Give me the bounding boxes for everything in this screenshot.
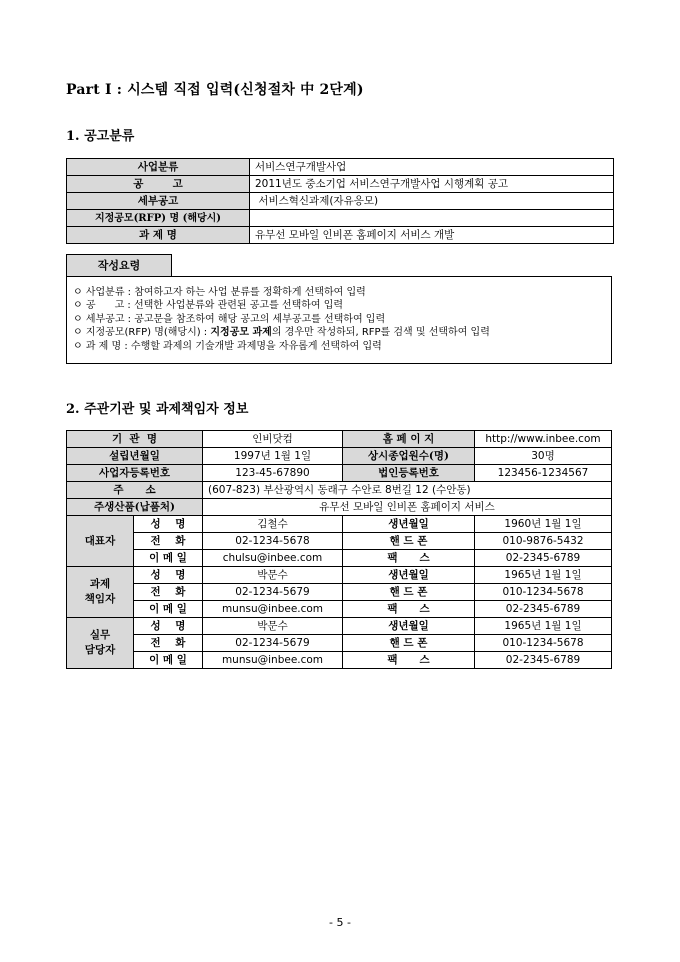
email-label: 이 메 일 <box>134 601 203 618</box>
email-label: 이 메 일 <box>134 550 203 567</box>
ceo-birth-value[interactable]: 1960년 1월 1일 <box>475 516 612 533</box>
ceo-phone-value[interactable]: 02-1234-5678 <box>203 533 343 550</box>
employees-label: 상시종업원수(명) <box>343 448 475 465</box>
phone-label: 전 화 <box>134 635 203 652</box>
staff-birth-value[interactable]: 1965년 1월 1일 <box>475 618 612 635</box>
rfp-name-value[interactable] <box>250 210 614 227</box>
org-name-value[interactable]: 인비닷컴 <box>203 431 343 448</box>
pm-name-value[interactable]: 박문수 <box>203 567 343 584</box>
name-label: 성 명 <box>134 516 203 533</box>
ceo-group-label: 대표자 <box>67 516 134 567</box>
ceo-fax-value[interactable]: 02-2345-6789 <box>475 550 612 567</box>
product-label: 주생산품(납품처) <box>67 499 203 516</box>
corp-reg-value[interactable]: 123456-1234567 <box>475 465 612 482</box>
business-category-value[interactable]: 서비스연구개발사업 <box>250 159 614 176</box>
homepage-label: 홈 페 이 지 <box>343 431 475 448</box>
founded-value[interactable]: 1997년 1월 1일 <box>203 448 343 465</box>
table-row <box>67 601 612 618</box>
table-row <box>67 482 612 499</box>
table-row <box>67 652 612 669</box>
fax-label: 팩 스 <box>343 652 475 669</box>
email-label: 이 메 일 <box>134 652 203 669</box>
mobile-label: 핸 드 폰 <box>343 635 475 652</box>
biz-reg-label: 사업자등록번호 <box>67 465 203 482</box>
pm-email-value[interactable]: munsu@inbee.com <box>203 601 343 618</box>
organization-table <box>66 430 612 669</box>
business-category-label: 사업분류 <box>67 159 250 176</box>
guide-bold-text: 지정공모 과제 <box>210 327 272 339</box>
phone-label: 전 화 <box>134 584 203 601</box>
guide-line: ㅇ 지정공모(RFP) 명(해당시) : 지정공모 과제의 경우만 작성하되, RFP를 검색 및 선택하여 입력 <box>73 327 490 339</box>
page-title: Part Ⅰ : 시스템 직접 입력(신청절차 中 2단계) <box>66 82 364 98</box>
announcement-table <box>66 158 614 244</box>
project-name-label: 과 제 명 <box>67 227 250 244</box>
staff-mobile-value[interactable]: 010-1234-5678 <box>475 635 612 652</box>
staff-fax-value[interactable]: 02-2345-6789 <box>475 652 612 669</box>
project-name-value[interactable]: 유무선 모바일 인비폰 홈페이지 서비스 개발 <box>250 227 614 244</box>
table-row <box>67 431 612 448</box>
mobile-label: 핸 드 폰 <box>343 533 475 550</box>
page-number: - 5 - <box>329 916 351 929</box>
staff-email-value[interactable]: munsu@inbee.com <box>203 652 343 669</box>
rfp-name-label: 지정공모(RFP) 명 (해당시) <box>67 210 250 227</box>
sub-announcement-label: 세부공고 <box>67 193 250 210</box>
mobile-label: 핸 드 폰 <box>343 584 475 601</box>
table-row <box>67 499 612 516</box>
guide-tab: 작성요령 <box>66 254 172 277</box>
sub-announcement-value[interactable]: 서비스혁신과제(자유응모) <box>250 193 614 210</box>
staff-phone-value[interactable]: 02-1234-5679 <box>203 635 343 652</box>
table-row <box>67 227 614 244</box>
address-label: 주 소 <box>67 482 203 499</box>
table-row <box>67 193 614 210</box>
guide-line: ㅇ 사업분류 : 참여하고자 하는 사업 분류를 정확하게 선택하여 입력 <box>73 287 366 298</box>
founded-label: 설립년월일 <box>67 448 203 465</box>
phone-label: 전 화 <box>134 533 203 550</box>
pm-birth-value[interactable]: 1965년 1월 1일 <box>475 567 612 584</box>
table-row <box>67 159 614 176</box>
table-row <box>67 465 612 482</box>
table-row <box>67 176 614 193</box>
employees-value[interactable]: 30명 <box>475 448 612 465</box>
table-row <box>67 635 612 652</box>
table-row <box>67 516 612 533</box>
biz-reg-value[interactable]: 123-45-67890 <box>203 465 343 482</box>
guide-line: ㅇ 세부공고 : 공고문을 참조하여 해당 공고의 세부공고를 선택하여 입력 <box>73 313 386 325</box>
fax-label: 팩 스 <box>343 550 475 567</box>
name-label: 성 명 <box>134 618 203 635</box>
product-value[interactable]: 유무선 모바일 인비폰 홈페이지 서비스 <box>203 499 612 516</box>
announcement-label: 공 고 <box>67 176 250 193</box>
table-row <box>67 550 612 567</box>
corp-reg-label: 법인등록번호 <box>343 465 475 482</box>
table-row <box>67 618 612 635</box>
homepage-value[interactable]: http://www.inbee.com <box>475 431 612 448</box>
table-row <box>67 448 612 465</box>
table-row <box>67 210 614 227</box>
pm-fax-value[interactable]: 02-2345-6789 <box>475 601 612 618</box>
ceo-mobile-value[interactable]: 010-9876-5432 <box>475 533 612 550</box>
staff-group-label: 실무 담당자 <box>67 618 134 669</box>
fax-label: 팩 스 <box>343 601 475 618</box>
section-1-heading: 1. 공고분류 <box>66 129 135 144</box>
section-2-heading: 2. 주관기관 및 과제책임자 정보 <box>66 402 249 417</box>
announcement-value[interactable]: 2011년도 중소기업 서비스연구개발사업 시행계획 공고 <box>250 176 614 193</box>
name-label: 성 명 <box>134 567 203 584</box>
birth-label: 생년월일 <box>343 567 475 584</box>
org-name-label: 기 관 명 <box>67 431 203 448</box>
guide-line: ㅇ 공 고 : 선택한 사업분류와 관련된 공고를 선택하여 입력 <box>73 300 344 312</box>
table-row <box>67 567 612 584</box>
address-value[interactable]: (607-823) 부산광역시 동래구 수안로 8번길 12 (수안동) <box>203 482 612 499</box>
pm-group-label: 과제 책임자 <box>67 567 134 618</box>
staff-name-value[interactable]: 박문수 <box>203 618 343 635</box>
guide-box <box>66 276 612 364</box>
pm-phone-value[interactable]: 02-1234-5679 <box>203 584 343 601</box>
table-row <box>67 533 612 550</box>
ceo-name-value[interactable]: 김철수 <box>203 516 343 533</box>
guide-line: ㅇ 과 제 명 : 수행할 과제의 기술개발 과제명을 자유롭게 선택하여 입력 <box>73 340 382 352</box>
pm-mobile-value[interactable]: 010-1234-5678 <box>475 584 612 601</box>
table-row <box>67 584 612 601</box>
birth-label: 생년월일 <box>343 618 475 635</box>
ceo-email-value[interactable]: chulsu@inbee.com <box>203 550 343 567</box>
birth-label: 생년월일 <box>343 516 475 533</box>
